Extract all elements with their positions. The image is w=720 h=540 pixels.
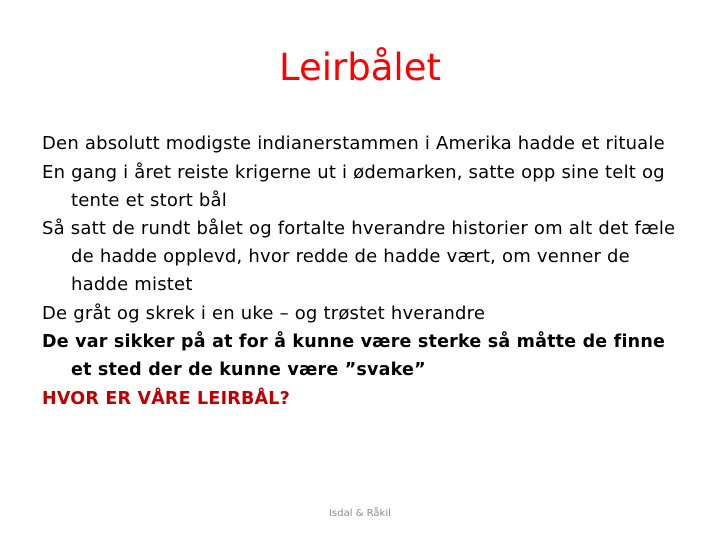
slide-title: Leirbålet [279, 46, 441, 89]
slide-footer: Isdal & Råkil [329, 508, 391, 519]
paragraph-ritual: Den absolutt modigste indianerstammen i Amerika hadde et rituale [42, 133, 665, 154]
paragraph-wilderness: En gang i året reiste krigerne ut i ødemarken, satte opp sine telt og tente et stort bål [42, 161, 665, 211]
paragraph-crying: De gråt og skrek i en uke – og trøstet hverandre [42, 302, 486, 324]
paragraph-question: HVOR ER VÅRE LEIRBÅL? [42, 388, 290, 409]
slide-body [42, 130, 682, 413]
paragraph-stories: Så satt de rundt bålet og fortalte hverandre historier om alt det fæle de hadde opplevd, hvor redde de hadde vært, om venner de hadde mistet [42, 218, 676, 295]
paragraph-strength: De var sikker på at for å kunne være sterke så måtte de finne et sted der de kunne være ”svake” [42, 332, 666, 380]
